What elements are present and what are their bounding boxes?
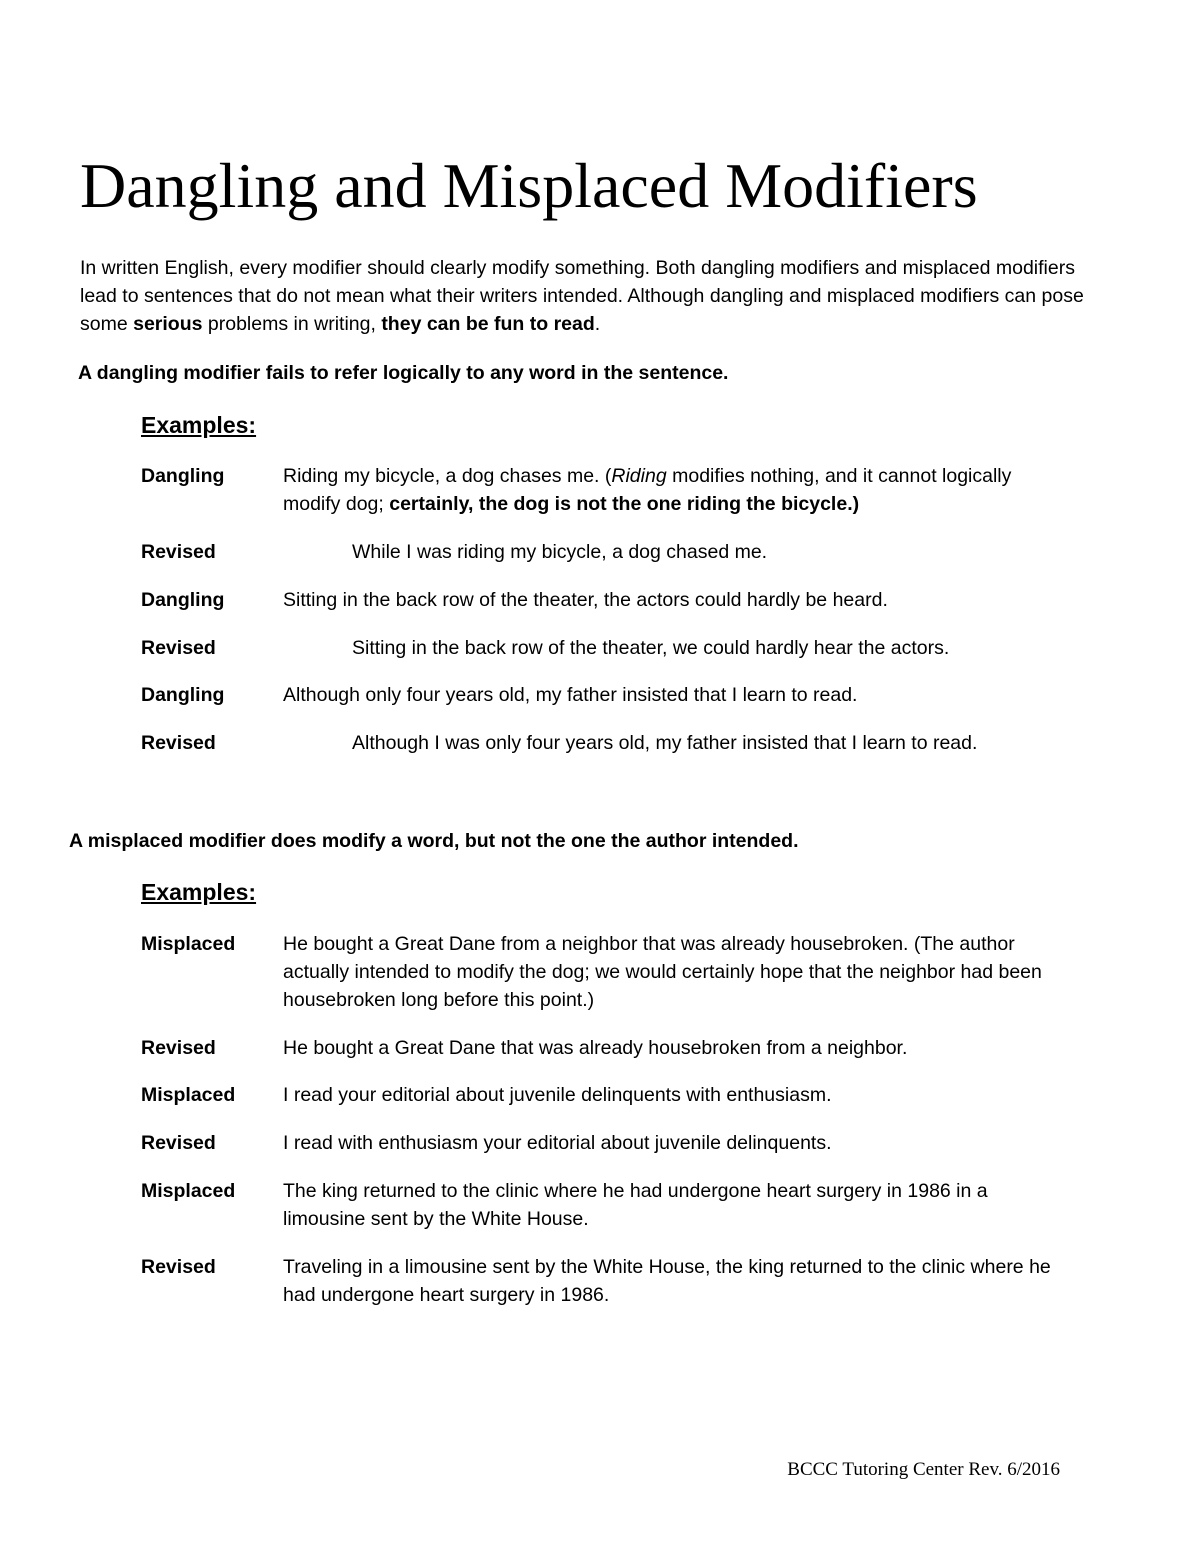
example-label: Misplaced — [141, 1084, 236, 1106]
example-text: I read with enthusiasm your editorial about juvenile delinquents. — [283, 1132, 832, 1154]
example-text — [283, 462, 1073, 518]
dangling-definition — [78, 359, 728, 387]
example-label: Dangling — [141, 684, 225, 706]
example-label: Dangling — [141, 589, 225, 611]
intro-text: problems in writing, — [202, 313, 382, 335]
example-label: Revised — [141, 732, 216, 754]
intro-emphasis-serious: serious — [133, 313, 203, 335]
example-text-part: modifies nothing, and it cannot logically modify dog; — [283, 465, 1012, 515]
example-text-italic: Riding — [611, 465, 667, 487]
dangling-definition-text: fails to refer logically to any word in the sentence. — [260, 362, 729, 384]
example-label: Revised — [141, 1132, 216, 1154]
example-text: Sitting in the back row of the theater, we could hardly hear the actors. — [352, 637, 950, 659]
example-text: Traveling in a limousine sent by the White House, the king returned to the clinic where he had undergone heart surgery in 1986. — [283, 1256, 1051, 1306]
example-label: Revised — [141, 1037, 216, 1059]
misplaced-definition: A misplaced modifier does modify a word, but not the one the author intended. — [69, 830, 799, 852]
dangling-examples-label: Examples: — [141, 412, 257, 438]
example-text: I read your editorial about juvenile delinquents with enthusiasm. — [283, 1084, 832, 1106]
page-title: Dangling and Misplaced Modifiers — [80, 150, 978, 221]
example-text-part: Riding my bicycle, a dog chases me. ( — [283, 465, 612, 487]
footer-revision: BCCC Tutoring Center Rev. 6/2016 — [787, 1459, 1060, 1480]
example-text: The king returned to the clinic where he had undergone heart surgery in 1986 in a limousine sent by the White House. — [283, 1180, 988, 1230]
example-text: Although I was only four years old, my father insisted that I learn to read. — [352, 732, 978, 754]
example-label: Revised — [141, 637, 216, 659]
example-text-bold: certainly, the dog is not the one riding the bicycle.) — [389, 493, 860, 515]
example-text: Sitting in the back row of the theater, the actors could hardly be heard. — [283, 589, 888, 611]
example-label: Misplaced — [141, 1180, 236, 1202]
intro-paragraph — [80, 254, 1100, 338]
intro-text: In written English, every modifier should clearly modify something. Both dangling modifiers and misplaced modifiers lead to sentences that do not mean what their writers intended. Although dangling and misplaced modifiers can pose some — [80, 257, 1084, 335]
example-text: Although only four years old, my father insisted that I learn to read. — [283, 684, 858, 706]
example-text: While I was riding my bicycle, a dog chased me. — [352, 541, 768, 563]
example-text: He bought a Great Dane from a neighbor that was already housebroken. (The author actually intended to modify the dog; we would certainly hope that the neighbor had been housebroken long before this point.) — [283, 933, 1042, 1011]
misplaced-examples-label: Examples: — [141, 879, 257, 905]
example-label: Misplaced — [141, 933, 236, 955]
example-label: Dangling — [141, 465, 225, 487]
intro-emphasis-fun: they can be fun to read — [381, 313, 595, 335]
intro-text: . — [594, 313, 601, 335]
example-text: He bought a Great Dane that was already housebroken from a neighbor. — [283, 1037, 908, 1059]
example-label: Revised — [141, 1256, 216, 1278]
example-label: Revised — [141, 541, 216, 563]
dangling-term: A dangling modifier — [78, 362, 261, 384]
